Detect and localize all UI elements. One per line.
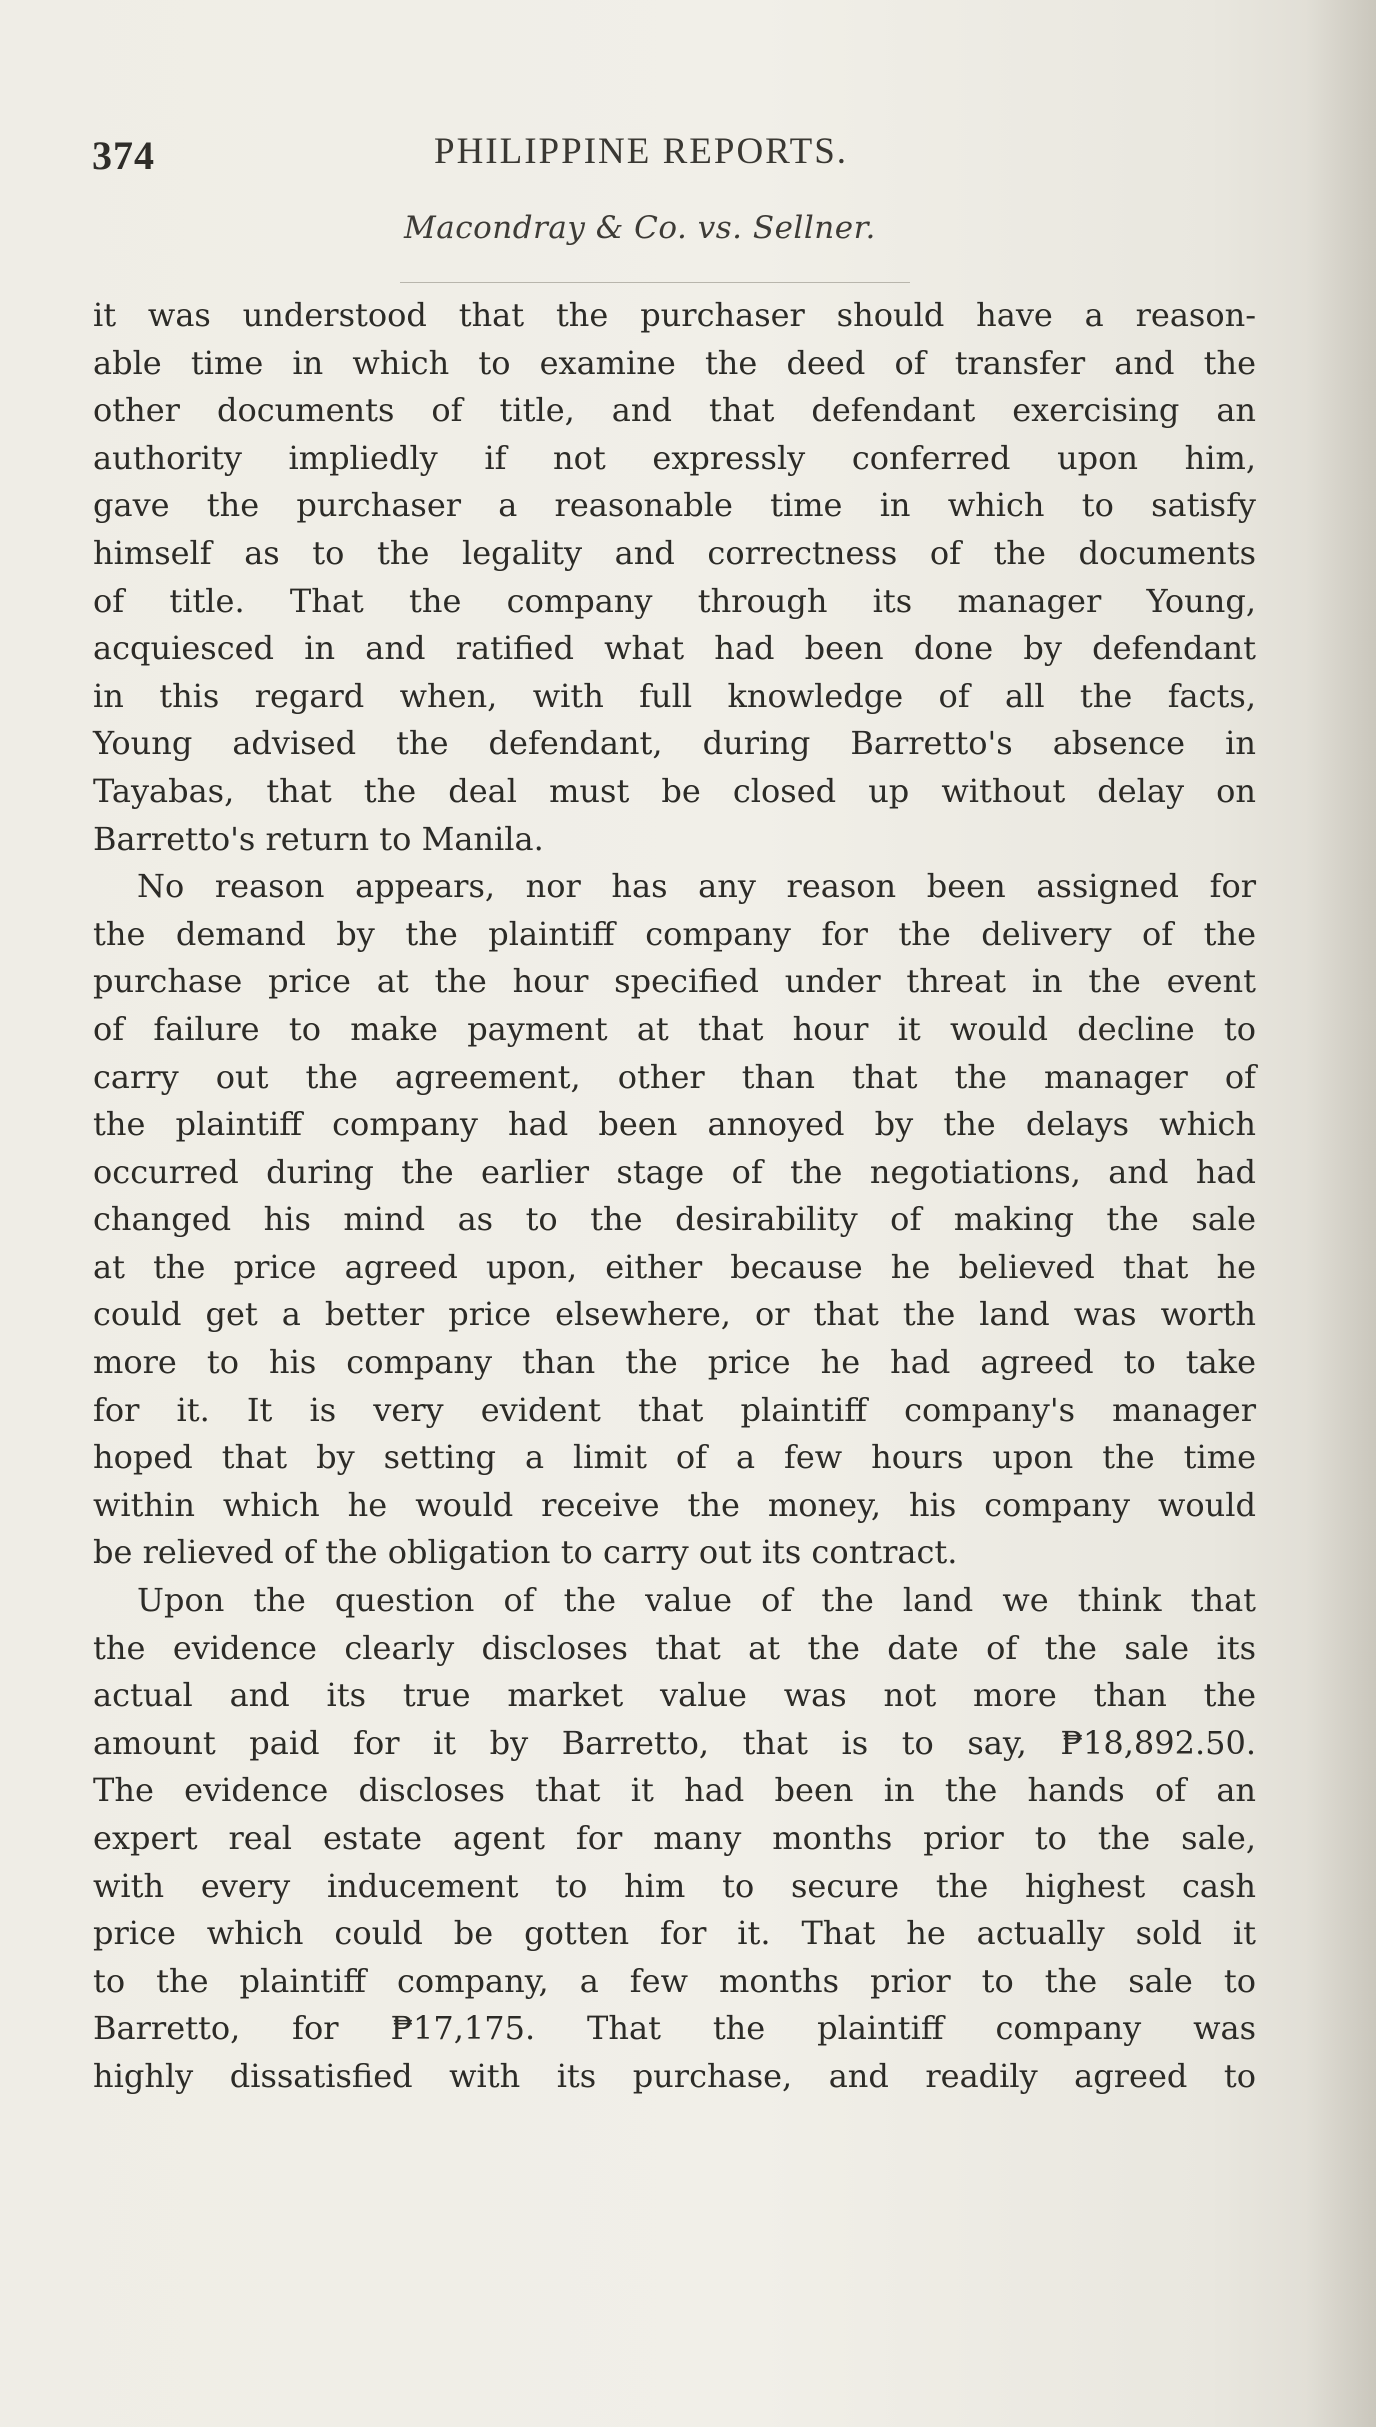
text-line: could get a better price elsewhere, or that the land was worth [93, 1295, 1256, 1334]
text-line: of title. That the company through its manager Young, [93, 581, 1256, 620]
text-line: Young advised the defendant, during Barretto's absence in [93, 724, 1256, 763]
text-line: Upon the question of the value of the land we think that [137, 1581, 1256, 1620]
text-line: Barretto, for ₱17,175. That the plaintiff company was [93, 2009, 1256, 2048]
text-line: occurred during the earlier stage of the negotiations, and had [93, 1152, 1256, 1191]
text-line: within which he would receive the money, his company would [93, 1485, 1256, 1524]
text-line: purchase price at the hour specified under threat in the event [93, 962, 1256, 1001]
text-line: authority impliedly if not expressly conferred upon him, [93, 438, 1256, 477]
paragraph [93, 863, 1256, 1577]
text-line: Tayabas, that the deal must be closed up without delay on [93, 771, 1256, 810]
text-line: actual and its true market value was not more than the [93, 1676, 1256, 1715]
text-line: able time in which to examine the deed of transfer and the [93, 343, 1256, 382]
text-line: gave the purchaser a reasonable time in which to satisfy [93, 486, 1256, 525]
text-line: carry out the agreement, other than that the manager of [93, 1057, 1256, 1096]
page-edge-shadow [1306, 0, 1376, 2427]
text-line: The evidence discloses that it had been in the hands of an [93, 1771, 1256, 1810]
paragraph [93, 1577, 1256, 2101]
text-line: the evidence clearly discloses that at the date of the sale its [93, 1628, 1256, 1667]
paragraph [93, 292, 1256, 863]
text-line: be relieved of the obligation to carry out its contract. [93, 1533, 958, 1572]
page-number: 374 [92, 133, 155, 178]
body-text [93, 292, 1256, 2101]
text-line: price which could be gotten for it. That he actually sold it [93, 1914, 1256, 1953]
text-line: it was understood that the purchaser should have a reason- [93, 296, 1256, 334]
text-line: to the plaintiff company, a few months prior to the sale to [93, 1961, 1256, 2000]
text-line: No reason appears, nor has any reason been assigned for [137, 867, 1256, 906]
text-line: acquiesced in and ratified what had been done by defendant [93, 629, 1256, 668]
text-line: at the price agreed upon, either because he believed that he [93, 1247, 1256, 1286]
header-rule [400, 282, 910, 283]
text-line: the demand by the plaintiff company for the delivery of the [93, 914, 1256, 953]
text-line: changed his mind as to the desirability of making the sale [93, 1200, 1256, 1239]
text-line: hoped that by setting a limit of a few hours upon the time [93, 1438, 1256, 1477]
text-line: amount paid for it by Barretto, that is to say, ₱18,892.50. [93, 1723, 1256, 1762]
text-line: highly dissatisfied with its purchase, and readily agreed to [93, 2056, 1256, 2095]
text-line: Barretto's return to Manila. [93, 819, 544, 858]
text-line: with every inducement to him to secure the highest cash [93, 1866, 1256, 1905]
text-line: other documents of title, and that defendant exercising an [93, 391, 1256, 430]
case-title: Macondray & Co. vs. Sellner. [404, 210, 876, 246]
text-line: in this regard when, with full knowledge of all the facts, [93, 676, 1256, 715]
running-head: PHILIPPINE REPORTS. [434, 131, 849, 172]
text-line: the plaintiff company had been annoyed by the delays which [93, 1105, 1256, 1144]
text-line: more to his company than the price he had agreed to take [93, 1343, 1256, 1382]
text-line: himself as to the legality and correctness of the documents [93, 533, 1256, 572]
text-line: of failure to make payment at that hour it would decline to [93, 1009, 1256, 1048]
text-line: expert real estate agent for many months prior to the sale, [93, 1819, 1256, 1857]
text-line: for it. It is very evident that plaintiff company's manager [93, 1390, 1256, 1429]
